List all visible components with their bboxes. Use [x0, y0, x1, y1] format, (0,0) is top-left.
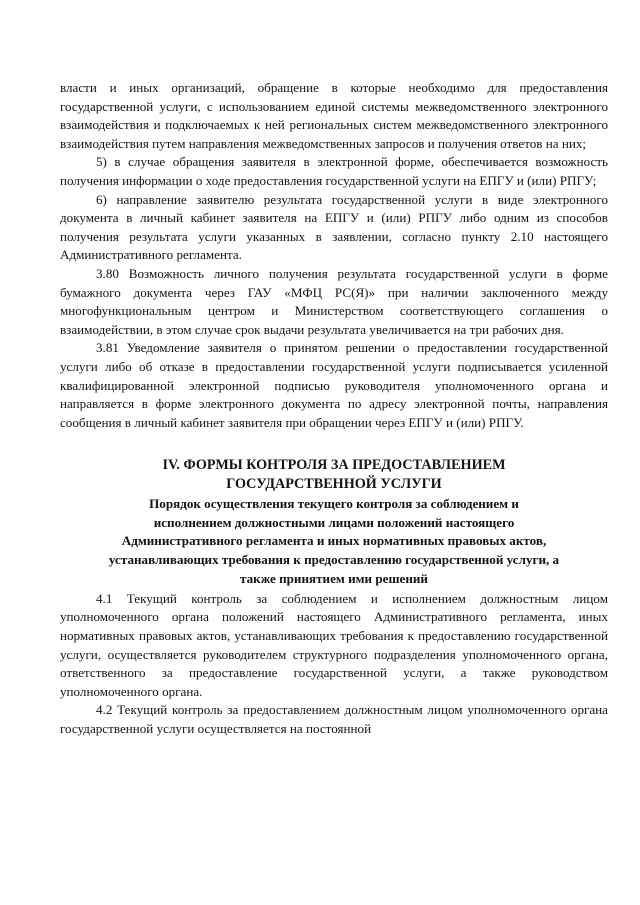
- subsection-heading-line-4: устанавливающих требования к предоставлению государственной услуги, а: [108, 552, 560, 568]
- paragraph-4-2: 4.2 Текущий контроль за предоставлением должностным лицом уполномоченного органа государственной услуги осуществляется на постоянной: [60, 702, 608, 737]
- subsection-heading-line-2: исполнением должностными лицами положений настоящего: [153, 514, 515, 530]
- paragraph-3-80: 3.80 Возможность личного получения результата государственной услуги в форме бумажного документа через ГАУ «МФЦ РС(Я)» при наличии заключенного между многофункциональным центром и Министерством соответствующего соглашения о взаимодействии, в этом случае срок выдачи результата увеличивается на три рабочих дня.: [60, 265, 608, 337]
- subsection-heading-line-3: Административного регламента и иных нормативных правовых актов,: [121, 533, 547, 549]
- paragraph-4-1: 4.1 Текущий контроль за соблюдением и исполнением должностным лицом уполномоченного органа положений настоящего Административного регламента, иных нормативных правовых актов, устанавливающих требования к предоставлению государственной услуги, осуществляется руководителем структурного подразделения уполномоченного органа, ответственного за предоставление государственной услуги, а также руководством уполномоченного органа.: [60, 590, 608, 699]
- paragraph-3-81: 3.81 Уведомление заявителя о принятом решении о предоставлении государственной услуги либо об отказе в предоставлении государственной услуги подписывается усиленной квалифицированной электронной подписью руководителя уполномоченного органа и направляется в форме электронного документа по адресу электронной почты, направления сообщения в личный кабинет заявителя при обращении через ЕПГУ и (или) РПГУ.: [60, 340, 608, 430]
- section-heading-line-1: IV. ФОРМЫ КОНТРОЛЯ ЗА ПРЕДОСТАВЛЕНИЕМ: [162, 457, 506, 474]
- paragraph-continuation: власти и иных организаций, обращение в которые необходимо для предоставления государственной услуги, с использованием единой системы межведомственного электронного взаимодействия и подключаемых к ней региональных систем межведомственного электронного взаимодействия путем направления межведомственных запросов и получения ответов на них;: [60, 80, 608, 151]
- section-heading-line-2: ГОСУДАРСТВЕННОЙ УСЛУГИ: [226, 476, 442, 493]
- subsection-heading-line-5: также принятием ими решений: [240, 571, 428, 587]
- subsection-heading-line-1: Порядок осуществления текущего контроля за соблюдением и: [149, 495, 519, 511]
- paragraph-item-5: 5) в случае обращения заявителя в электронной форме, обеспечивается возможность получения информации о ходе предоставления государственной услуги на ЕПГУ и (или) РПГУ;: [60, 154, 608, 188]
- subsection-heading: [60, 495, 608, 589]
- paragraph-item-6: 6) направление заявителю результата государственной услуги в виде электронного документа в личный кабинет заявителя на ЕПГУ и (или) РПГУ либо одним из способов получения результата услуги указанных в заявлении, согласно пункту 2.10 настоящего Административного регламента.: [60, 191, 608, 263]
- section-heading: [60, 456, 608, 494]
